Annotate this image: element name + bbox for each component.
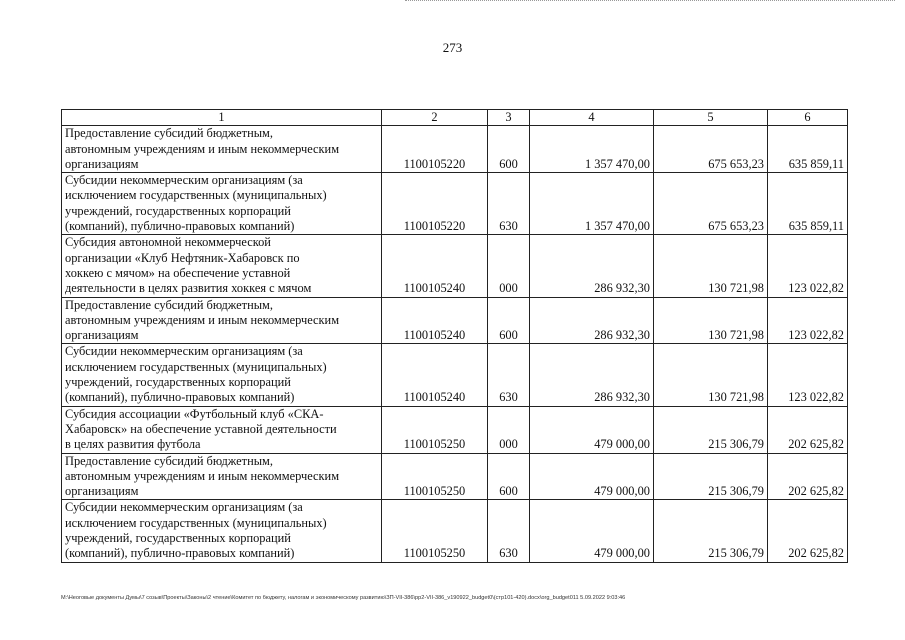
header-col-2: 2 [382, 110, 488, 126]
header-col-5: 5 [654, 110, 768, 126]
scan-top-edge-mark [405, 0, 895, 4]
table-row [62, 297, 848, 344]
row-name-line: Субсидии некоммерческим организациям (за [65, 500, 303, 515]
header-col-6: 6 [768, 110, 848, 126]
row-name-cell [62, 453, 382, 500]
table-row [62, 235, 848, 297]
table-row [62, 173, 848, 235]
row-code-cell: 1100105240 [382, 344, 488, 406]
row-expense-type-cell: 600 [488, 453, 530, 500]
row-amount-3-cell: 202 625,82 [768, 500, 848, 562]
row-amount-2-cell: 215 306,79 [654, 406, 768, 453]
row-expense-type-cell: 630 [488, 344, 530, 406]
row-amount-2-cell: 130 721,98 [654, 297, 768, 344]
row-name-line: автономным учреждениям и иным некоммерческим [65, 141, 340, 156]
row-code-cell: 1100105240 [382, 235, 488, 297]
table-row [62, 406, 848, 453]
row-code-cell: 1100105250 [382, 453, 488, 500]
row-name-line: Предоставление субсидий бюджетным, [65, 297, 273, 312]
row-name-cell [62, 235, 382, 297]
row-name-line: Субсидии некоммерческим организациям (за [65, 344, 303, 359]
row-amount-3-cell: 202 625,82 [768, 453, 848, 500]
row-name-line: Субсидии некоммерческим организациям (за [65, 173, 303, 188]
row-name-line: организациям [65, 328, 139, 343]
file-path-footer: M:\Неоговые документы Думы\7 созыв\Проекты\Законы\2 чтение\Комитет по бюджету, налогам и экономическому развитию\ЗП-VII-386\рр2-VII-386_v190922_budget0\(стр101-420).docx\org_budget011 5.09.2022 9:03:46 [61, 595, 626, 601]
row-name-line: (компаний), публично-правовых компаний) [65, 390, 295, 405]
row-amount-1-cell: 479 000,00 [530, 406, 654, 453]
row-name-cell [62, 406, 382, 453]
header-col-1: 1 [62, 110, 382, 126]
row-name-line: в целях развития футбола [65, 437, 201, 452]
row-amount-2-cell: 215 306,79 [654, 453, 768, 500]
row-expense-type-cell: 630 [488, 500, 530, 562]
row-name-line: организациям [65, 484, 139, 499]
row-amount-1-cell: 1 357 470,00 [530, 126, 654, 173]
row-expense-type-cell: 000 [488, 406, 530, 453]
row-name-cell [62, 173, 382, 235]
table-row [62, 126, 848, 173]
row-amount-1-cell: 286 932,30 [530, 235, 654, 297]
row-amount-1-cell: 479 000,00 [530, 500, 654, 562]
budget-table [61, 109, 848, 563]
row-name-line: Хабаровск» на обеспечение уставной деятельности [65, 421, 337, 436]
row-amount-3-cell: 635 859,11 [768, 126, 848, 173]
row-name-line: Субсидия ассоциации «Футбольный клуб «СКА- [65, 406, 324, 421]
row-name-line: исключением государственных (муниципальных) [65, 188, 327, 203]
row-code-cell: 1100105250 [382, 406, 488, 453]
row-name-line: деятельности в целях развития хоккея с мячом [65, 281, 312, 296]
table-row [62, 344, 848, 406]
row-code-cell: 1100105240 [382, 297, 488, 344]
row-name-cell [62, 297, 382, 344]
row-code-cell: 1100105250 [382, 500, 488, 562]
row-name-line: Предоставление субсидий бюджетным, [65, 453, 273, 468]
row-name-line: автономным учреждениям и иным некоммерческим [65, 312, 340, 327]
row-amount-2-cell: 675 653,23 [654, 126, 768, 173]
row-name-line: (компаний), публично-правовых компаний) [65, 219, 295, 234]
row-name-line: Субсидия автономной некоммерческой [65, 235, 271, 250]
row-expense-type-cell: 600 [488, 297, 530, 344]
row-name-line: хоккею с мячом» на обеспечение уставной [65, 265, 291, 280]
row-code-cell: 1100105220 [382, 173, 488, 235]
header-col-4: 4 [530, 110, 654, 126]
table-header-row [62, 110, 848, 126]
row-amount-1-cell: 286 932,30 [530, 297, 654, 344]
row-amount-3-cell: 635 859,11 [768, 173, 848, 235]
row-amount-3-cell: 123 022,82 [768, 235, 848, 297]
row-expense-type-cell: 600 [488, 126, 530, 173]
row-name-cell [62, 126, 382, 173]
row-name-cell [62, 500, 382, 562]
row-amount-2-cell: 130 721,98 [654, 235, 768, 297]
table-row [62, 453, 848, 500]
row-name-line: (компаний), публично-правовых компаний) [65, 546, 295, 561]
row-amount-2-cell: 130 721,98 [654, 344, 768, 406]
row-name-line: учреждений, государственных корпораций [65, 531, 291, 546]
row-amount-3-cell: 202 625,82 [768, 406, 848, 453]
row-name-line: учреждений, государственных корпораций [65, 203, 291, 218]
row-name-line: организациям [65, 156, 139, 171]
row-name-line: Предоставление субсидий бюджетным, [65, 126, 273, 141]
row-expense-type-cell: 000 [488, 235, 530, 297]
row-expense-type-cell: 630 [488, 173, 530, 235]
row-amount-3-cell: 123 022,82 [768, 297, 848, 344]
row-name-line: организации «Клуб Нефтяник-Хабаровск по [65, 250, 300, 265]
row-amount-1-cell: 286 932,30 [530, 344, 654, 406]
row-amount-1-cell: 1 357 470,00 [530, 173, 654, 235]
page-number: 273 [442, 40, 463, 55]
row-name-line: автономным учреждениям и иным некоммерческим [65, 468, 340, 483]
row-name-line: исключением государственных (муниципальных) [65, 359, 327, 374]
row-amount-2-cell: 675 653,23 [654, 173, 768, 235]
row-amount-2-cell: 215 306,79 [654, 500, 768, 562]
row-code-cell: 1100105220 [382, 126, 488, 173]
row-amount-3-cell: 123 022,82 [768, 344, 848, 406]
row-amount-1-cell: 479 000,00 [530, 453, 654, 500]
header-col-3: 3 [488, 110, 530, 126]
row-name-line: исключением государственных (муниципальных) [65, 515, 327, 530]
row-name-line: учреждений, государственных корпораций [65, 375, 291, 390]
row-name-cell [62, 344, 382, 406]
table-row [62, 500, 848, 562]
